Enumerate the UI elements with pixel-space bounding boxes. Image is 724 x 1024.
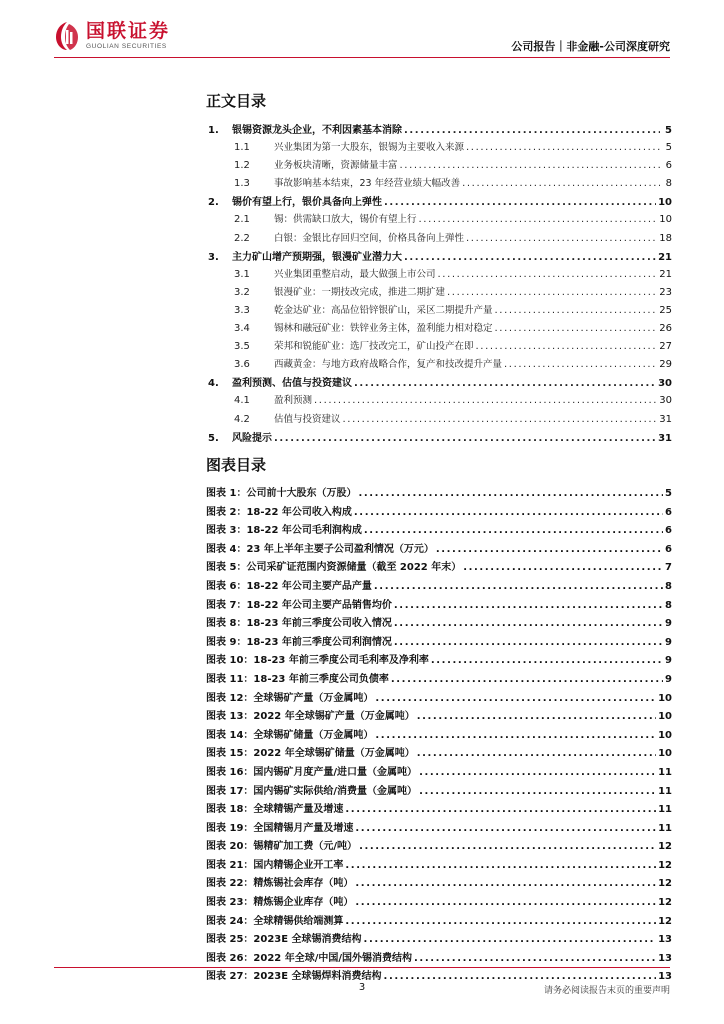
toc-entry-number: 4.1 — [234, 395, 250, 407]
figure-entry-label: 图表 27：2023E 全球锡焊料消费结构 — [206, 971, 382, 983]
brand-logo — [54, 20, 170, 52]
dot-leader — [314, 395, 657, 406]
figure-entry[interactable] — [206, 633, 672, 652]
figure-entry-page: 13 — [658, 971, 672, 983]
figure-entry-label: 图表 26：2022 年全球/中国/国外锡消费结构 — [206, 952, 413, 964]
toc-entry-number: 1.3 — [234, 178, 250, 190]
figure-entry-page: 7 — [665, 562, 672, 574]
toc-entry-title: 风险提示 — [232, 432, 272, 444]
toc-entry-title: 白银：金银比存回归空间，价格具备向上弹性 — [274, 232, 465, 244]
figure-entry-label: 图表 15：2022 年全球锡矿储量（万金属吨） — [206, 748, 415, 760]
dot-leader — [504, 359, 657, 370]
dot-leader — [355, 823, 656, 834]
toc-entry[interactable] — [206, 411, 672, 429]
figure-entry-label: 图表 9：18-23 年前三季度公司利润情况 — [206, 636, 392, 648]
dot-leader — [417, 748, 656, 759]
toc-entry-number: 3.2 — [234, 286, 250, 298]
page-header — [0, 0, 724, 64]
toc-entry-page: 30 — [658, 378, 672, 390]
dot-leader — [414, 953, 656, 964]
toc-entry-number: 3. — [208, 251, 219, 263]
toc-entry[interactable] — [206, 338, 672, 356]
toc-entry-title: 兴业集团重整启动，最大做强上市公司 — [274, 268, 436, 280]
figure-entry-label: 图表 16：国内锡矿月度产量/进口量（金属吨） — [206, 766, 418, 778]
toc-entry-title: 西藏黄金：与地方政府战略合作，复产和技改提升产量 — [274, 359, 503, 371]
guolian-logo-icon — [54, 20, 80, 52]
dot-leader — [436, 544, 663, 555]
dot-leader — [358, 488, 663, 499]
figure-entry[interactable] — [206, 819, 672, 838]
figure-entry[interactable] — [206, 800, 672, 819]
toc-entry-title: 银锡资源龙头企业，不利因素基本消除 — [232, 125, 402, 136]
dot-leader — [466, 142, 660, 153]
toc-entry-number: 1. — [208, 125, 219, 136]
toc-entry-title: 锡林和融冠矿业：铁锌业务主体，盈利能力相对稳定 — [274, 323, 493, 335]
figure-entry-page: 11 — [658, 822, 672, 834]
toc-entry[interactable] — [206, 230, 672, 248]
toc-entry-page: 29 — [659, 359, 672, 371]
figure-entry[interactable] — [206, 540, 672, 559]
toc-entry-page: 5 — [665, 142, 672, 154]
figures-list — [206, 484, 672, 986]
figure-entry[interactable] — [206, 670, 672, 689]
footer-disclaimer: 请务必阅读报告末页的重要声明 — [543, 986, 670, 996]
toc-entry[interactable] — [206, 248, 672, 266]
brand-name-cn: 国联证券 — [86, 19, 171, 42]
dot-leader — [419, 214, 658, 225]
figure-entry[interactable] — [206, 614, 672, 633]
toc-entry-number: 2.1 — [234, 214, 250, 226]
figure-entry[interactable] — [206, 503, 672, 522]
toc-entry-page: 18 — [659, 232, 672, 244]
toc-entry-title: 事故影响基本结束，23 年经营业绩大幅改善 — [274, 178, 461, 190]
figure-entry-label: 图表 13：2022 年全球锡矿产量（万金属吨） — [206, 711, 415, 723]
figure-entry-page: 11 — [658, 804, 672, 816]
header-divider — [54, 57, 670, 58]
figure-entry[interactable] — [206, 484, 672, 503]
toc-entry-title: 主力矿山增产预期强，银漫矿业潜力大 — [232, 251, 402, 263]
toc-entry-page: 6 — [665, 160, 672, 172]
figure-entry-page: 9 — [665, 673, 672, 685]
toc-entry-title: 乾金达矿业：高品位铅锌银矿山，采区二期提升产量 — [274, 304, 493, 316]
figure-entry[interactable] — [206, 744, 672, 763]
dot-leader — [343, 414, 658, 425]
figure-entry[interactable] — [206, 596, 672, 615]
dot-leader — [495, 323, 658, 334]
dot-leader — [462, 178, 660, 189]
figure-entry-label: 图表 10：18-23 年前三季度公司毛利率及净利率 — [206, 655, 429, 667]
figure-entry-page: 12 — [658, 878, 672, 890]
figure-entry[interactable] — [206, 837, 672, 856]
dot-leader — [404, 252, 656, 263]
toc-entry-page: 8 — [665, 178, 672, 190]
toc-entry[interactable] — [206, 392, 672, 410]
toc-entry-number: 3.3 — [234, 304, 250, 316]
figure-entry-page: 12 — [658, 859, 672, 871]
report-type: 公司报告｜非金融-公司深度研究 — [511, 40, 670, 53]
toc-entry-number: 3.6 — [234, 359, 250, 371]
figure-entry-label: 图表 18：全球精锡产量及增速 — [206, 804, 344, 816]
figure-entry-label: 图表 4：23 年上半年主要子公司盈利情况（万元） — [206, 543, 434, 555]
figure-entry-page: 8 — [665, 599, 672, 611]
figure-entry-label: 图表 7：18-22 年公司主要产品销售均价 — [206, 599, 392, 611]
dot-leader — [466, 233, 657, 244]
dot-leader — [345, 804, 656, 815]
dot-leader — [438, 269, 658, 280]
toc-entry[interactable] — [206, 302, 672, 320]
figure-entry-label: 图表 20：锡精矿加工费（元/吨） — [206, 841, 358, 853]
dot-leader — [394, 618, 663, 629]
figure-entry-page: 11 — [658, 766, 672, 778]
figure-entry-page: 9 — [665, 636, 672, 648]
dot-leader — [394, 637, 663, 648]
dot-leader — [345, 916, 656, 927]
figure-entry-label: 图表 23：精炼锡企业库存（吨） — [206, 897, 354, 909]
figure-entry-label: 图表 1：公司前十大股东（万股） — [206, 488, 357, 499]
toc-entry[interactable] — [206, 320, 672, 338]
dot-leader — [419, 786, 656, 797]
figure-entry-label: 图表 19：全国精锡月产量及增速 — [206, 822, 354, 834]
figure-entry[interactable] — [206, 763, 672, 782]
toc-list — [206, 121, 672, 447]
dot-leader — [463, 562, 663, 573]
toc-entry-number: 3.1 — [234, 268, 250, 280]
toc-entry-number: 3.4 — [234, 323, 250, 335]
figure-entry[interactable] — [206, 521, 672, 540]
toc-entry[interactable] — [206, 175, 672, 193]
toc-entry-page: 10 — [659, 214, 672, 226]
toc-entry-title: 业务板块清晰，资源储量丰富 — [274, 160, 398, 172]
toc-entry-page: 27 — [659, 341, 672, 353]
toc-entry-page: 5 — [665, 125, 672, 136]
figure-entry-label: 图表 12：全球锡矿产量（万金属吨） — [206, 692, 374, 704]
toc-entry[interactable] — [206, 193, 672, 211]
figure-entry[interactable] — [206, 558, 672, 577]
dot-leader — [391, 674, 663, 685]
toc-entry-page: 31 — [659, 413, 672, 425]
figure-entry[interactable] — [206, 930, 672, 949]
figure-entry-label: 图表 22：精炼锡社会库存（吨） — [206, 878, 354, 890]
dot-leader — [274, 433, 656, 444]
figure-entry[interactable] — [206, 856, 672, 875]
dot-leader — [354, 507, 663, 518]
dot-leader — [384, 197, 656, 208]
figure-entry-page: 6 — [665, 525, 672, 537]
toc-entry[interactable] — [206, 374, 672, 392]
dot-leader — [375, 693, 656, 704]
dot-leader — [404, 125, 660, 136]
dot-leader — [375, 730, 656, 741]
toc-entry-number: 3.5 — [234, 341, 250, 353]
toc-entry-page: 21 — [658, 251, 672, 263]
dot-leader — [400, 160, 660, 171]
figure-entry-page: 12 — [658, 841, 672, 853]
dot-leader — [417, 711, 656, 722]
figure-entry-label: 图表 8：18-23 年前三季度公司收入情况 — [206, 618, 392, 630]
figure-entry[interactable] — [206, 782, 672, 801]
toc-entry-number: 1.2 — [234, 160, 250, 172]
brand-name-en: GUOLIAN SECURITIES — [86, 42, 167, 50]
toc-entry-title: 银漫矿业：一期技改完成，推进二期扩建 — [274, 286, 446, 298]
toc-entry[interactable] — [206, 284, 672, 302]
toc-entry-title: 锡价有望上行，银价具备向上弹性 — [232, 197, 382, 209]
toc-entry-title: 兴业集团为第一大股东，银锡为主要收入来源 — [274, 142, 465, 154]
figure-entry-label: 图表 3：18-22 年公司毛利润构成 — [206, 525, 362, 537]
figure-entry[interactable] — [206, 726, 672, 745]
figure-entry-page: 12 — [658, 897, 672, 909]
toc-entry-number: 4. — [208, 378, 219, 390]
figure-entry-label: 图表 21：国内精锡企业开工率 — [206, 859, 344, 871]
figure-entry-page: 10 — [658, 729, 672, 741]
figure-entry-label: 图表 14：全球锡矿储量（万金属吨） — [206, 729, 374, 741]
toc-entry[interactable] — [206, 157, 672, 175]
dot-leader — [476, 341, 658, 352]
figure-entry-label: 图表 2：18-22 年公司收入构成 — [206, 506, 352, 518]
figure-entry-page: 6 — [665, 506, 672, 518]
figure-entry-page: 9 — [665, 618, 672, 630]
dot-leader — [419, 767, 656, 778]
figure-entry-page: 12 — [658, 915, 672, 927]
figure-entry[interactable] — [206, 893, 672, 912]
toc-title: 正文目录 — [206, 92, 267, 110]
figure-entry-page: 13 — [658, 952, 672, 964]
figure-entry-page: 6 — [665, 543, 672, 555]
toc-entry-number: 5. — [208, 432, 219, 444]
dot-leader — [345, 860, 656, 871]
dot-leader — [355, 878, 656, 889]
figure-entry[interactable] — [206, 707, 672, 726]
figure-entry-label: 图表 11：18-23 年前三季度公司负债率 — [206, 673, 389, 685]
toc-entry-page: 25 — [659, 304, 672, 316]
dot-leader — [431, 655, 663, 666]
toc-entry-number: 2.2 — [234, 232, 250, 244]
dot-leader — [374, 581, 663, 592]
dot-leader — [364, 934, 657, 945]
figure-entry[interactable] — [206, 689, 672, 708]
dot-leader — [364, 525, 663, 536]
figure-entry-page: 13 — [658, 934, 672, 946]
toc-entry-title: 荣邦和锐能矿业：选厂技改完工，矿山投产在即 — [274, 341, 474, 353]
toc-entry-title: 盈利预测、估值与投资建议 — [232, 378, 352, 390]
toc-entry-number: 4.2 — [234, 413, 250, 425]
figure-entry-page: 11 — [658, 785, 672, 797]
figure-entry-page: 10 — [658, 711, 672, 723]
dot-leader — [355, 897, 656, 908]
figure-entry-page: 10 — [658, 692, 672, 704]
toc-entry-title: 盈利预测 — [274, 395, 313, 407]
figure-entry-label: 图表 25：2023E 全球锡消费结构 — [206, 934, 362, 946]
toc-entry-title: 估值与投资建议 — [274, 413, 341, 425]
figures-title: 图表目录 — [206, 456, 267, 474]
figure-entry-label: 图表 17：国内锡矿实际供给/消费量（金属吨） — [206, 785, 418, 797]
figure-entry-page: 10 — [658, 748, 672, 760]
figure-entry-label: 图表 6：18-22 年公司主要产品产量 — [206, 580, 372, 592]
toc-entry-page: 23 — [659, 286, 672, 298]
toc-entry-title: 锡：供需缺口放大，锡价有望上行 — [274, 214, 417, 226]
toc-entry[interactable] — [206, 211, 672, 229]
toc-entry[interactable] — [206, 121, 672, 139]
dot-leader — [359, 841, 656, 852]
figure-entry-label: 图表 24：全球精锡供给端测算 — [206, 915, 344, 927]
toc-entry-number: 2. — [208, 197, 219, 209]
dot-leader — [394, 600, 663, 611]
figure-entry[interactable] — [206, 912, 672, 931]
figure-entry[interactable] — [206, 874, 672, 893]
figure-entry[interactable] — [206, 577, 672, 596]
toc-entry[interactable] — [206, 356, 672, 374]
toc-entry-page: 31 — [658, 432, 672, 444]
figure-entry[interactable] — [206, 651, 672, 670]
dot-leader — [495, 305, 658, 316]
toc-entry[interactable] — [206, 429, 672, 447]
toc-entry-number: 1.1 — [234, 142, 250, 154]
toc-entry-page: 26 — [659, 323, 672, 335]
toc-entry-page: 21 — [659, 268, 672, 280]
figure-entry-page: 5 — [665, 488, 672, 499]
figure-entry-page: 8 — [665, 580, 672, 592]
toc-entry-page: 10 — [658, 197, 672, 209]
toc-entry-page: 30 — [659, 395, 672, 407]
figure-entry-label: 图表 5：公司采矿证范围内资源储量（截至 2022 年末） — [206, 562, 462, 574]
dot-leader — [354, 378, 656, 389]
toc-entry[interactable] — [206, 139, 672, 157]
dot-leader — [384, 971, 657, 982]
figure-entry-page: 9 — [665, 655, 672, 667]
toc-entry[interactable] — [206, 266, 672, 284]
figure-entry[interactable] — [206, 949, 672, 968]
dot-leader — [447, 287, 657, 298]
page-number: 3 — [358, 982, 366, 993]
footer-divider — [54, 967, 670, 968]
